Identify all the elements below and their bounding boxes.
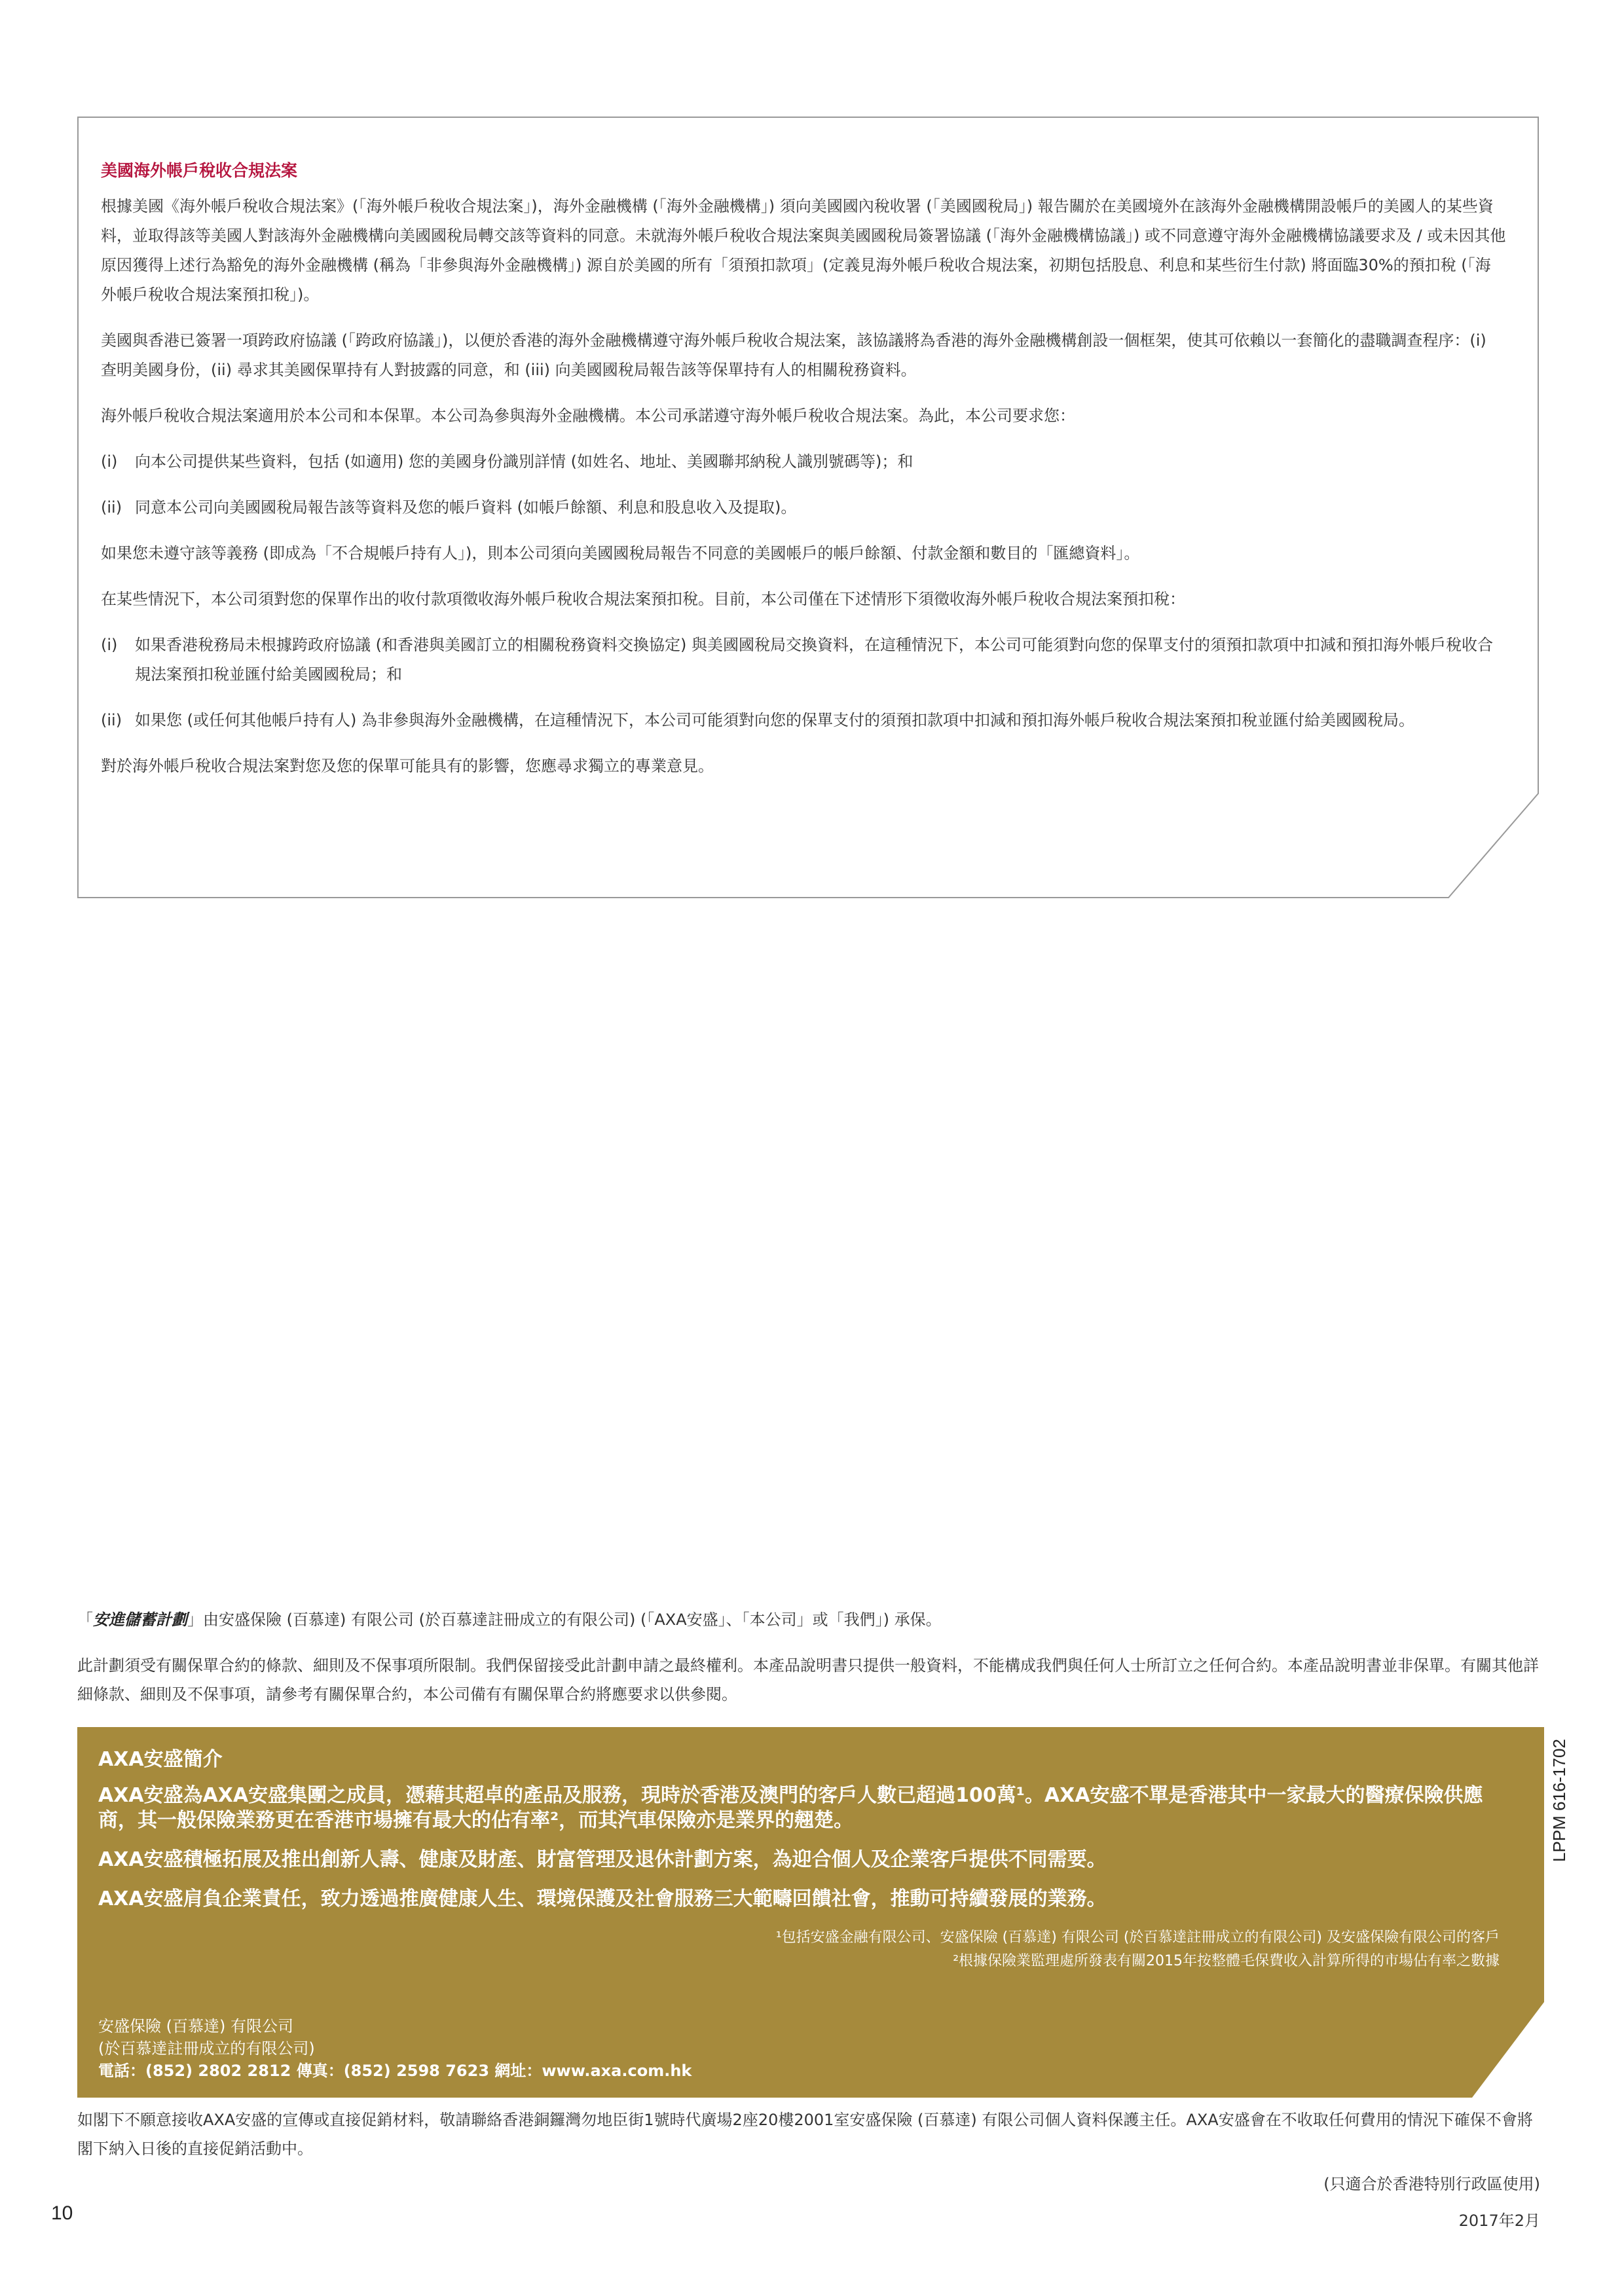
item-text: 如果香港稅務局未根據跨政府協議 (和香港與美國訂立的相關稅務資料交換協定) 與美國國稅局交換資料，在這種情況下，本公司可能須對向您的保單支付的須預扣款項中扣減和預扣海外帳戶稅收合規法案預扣稅並匯付給美國國稅局；和 (135, 636, 1493, 683)
item-text: 向本公司提供某些資料，包括 (如適用) 您的美國身份識別詳情 (如姓名、地址、美國聯邦納稅人識別號碼等)；和 (135, 452, 913, 471)
company-name: 安盛保險 (百慕達) 有限公司 (98, 2017, 293, 2035)
item-number: (ii) (101, 711, 122, 729)
requirement-item (101, 493, 1506, 522)
item-text: 如果您 (或任何其他帳戶持有人) 為非參與海外金融機構，在這種情況下，本公司可能須對向您的保單支付的須預扣款項中扣減和預扣海外帳戶稅收合規法案預扣稅並匯付給美國國稅局。 (135, 711, 1414, 729)
axa-title: AXA安盛簡介 (98, 1748, 223, 1771)
fatca-paragraph-2: 美國與香港已簽署一項跨政府協議 (「跨政府協議」)，以便於香港的海外金融機構遵守海外帳戶稅收合規法案，該協議將為香港的海外金融機構創設一個框架，使其可依賴以一套簡化的盡職調查程序：(i) 查明美國身份，(ii) 尋求其美國保單持有人對披露的同意，和 (iii) 向美國國稅局報告該等保單持有人的相關稅務資料。 (101, 331, 1486, 379)
item-text: 同意本公司向美國國稅局報告該等資料及您的帳戶資料 (如帳戶餘額、利息和股息收入及提取)。 (135, 498, 797, 517)
page-number: 10 (51, 2202, 73, 2224)
fatca-paragraph-6: 對於海外帳戶稅收合規法案對您及您的保單可能具有的影響，您應尋求獨立的專業意見。 (101, 757, 714, 775)
plan-name: 安進儲蓄計劃 (93, 1611, 187, 1629)
company-info (98, 2015, 692, 2082)
axa-paragraph-3: AXA安盛肩負企業責任，致力透過推廣健康人生、環境保護及社會服務三大範疇回饋社會，推動可持續發展的業務。 (98, 1887, 1107, 1910)
fatca-title: 美國海外帳戶稅收合規法案 (101, 161, 298, 180)
underwrite-text: 」由安盛保險 (百慕達) 有限公司 (於百慕達註冊成立的有限公司) (「AXA安盛」、「本公司」或「我們」) 承保。 (187, 1611, 942, 1629)
item-number: (ii) (101, 498, 122, 517)
marketing-opt-out: 如閣下不願意接收AXA安盛的宣傳或直接促銷材料，敬請聯絡香港銅鑼灣勿地臣街1號時代廣場2座20樓2001室安盛保險 (百慕達) 有限公司個人資料保護主任。AXA安盛會在不收取任何費用的情況下確保不會將閣下納入日後的直接促銷活動中。 (77, 2111, 1533, 2158)
axa-footnote-2: ²根據保險業監理處所發表有關2015年按整體毛保費收入計算所得的市場佔有率之數據 (953, 1953, 1500, 1969)
item-number: (i) (101, 636, 118, 654)
fatca-paragraph-1: 根據美國《海外帳戶稅收合規法案》(「海外帳戶稅收合規法案」)，海外金融機構 (「海外金融機構」) 須向美國國內稅收署 (「美國國稅局」) 報告關於在美國境外在該海外金融機構開設帳戶的美國人的某些資料，並取得該等美國人對該海外金融機構向美國國稅局轉交該等資料的同意。未就海外帳戶稅收合規法案與美國國稅局簽署協議 (「海外金融機構協議」) 或不同意遵守海外金融機構協議要求及 / 或未因其他原因獲得上述行為豁免的海外金融機構 (稱為「非參與海外金融機構」) 源自於美國的所有「須預扣款項」(定義見海外帳戶稅收合規法案，初期包括股息、利息和某些衍生付款) 將面臨30%的預扣稅 (「海外帳戶稅收合規法案預扣稅」)。 (101, 197, 1506, 304)
open-quote: 「 (77, 1611, 93, 1629)
axa-paragraph-2: AXA安盛積極拓展及推出創新人壽、健康及財產、財富管理及退休計劃方案，為迎合個人及企業客戶提供不同需要。 (98, 1848, 1107, 1871)
hk-only-note: (只適合於香港特別行政區使用) (1323, 2175, 1540, 2193)
company-contact: 電話：(852) 2802 2812 傳真：(852) 2598 7623 網址：www.axa.com.hk (98, 2062, 692, 2080)
case-item (101, 630, 1506, 689)
fatca-section (77, 117, 1539, 898)
document-code: LPPM 616-1702 (1549, 1739, 1569, 1862)
requirement-item (101, 447, 1506, 477)
axa-profile-section (77, 1727, 1544, 2098)
case-item (101, 706, 1506, 735)
underwriting-statement (77, 1607, 1544, 1633)
company-incorporation: (於百慕達註冊成立的有限公司) (98, 2039, 315, 2058)
axa-footnote-1: ¹包括安盛金融有限公司、安盛保險 (百慕達) 有限公司 (於百慕達註冊成立的有限公司) 及安盛保險有限公司的客戶 (775, 1929, 1500, 1946)
fatca-paragraph-3: 海外帳戶稅收合規法案適用於本公司和本保單。本公司為參與海外金融機構。本公司承諾遵守海外帳戶稅收合規法案。為此，本公司要求您： (101, 407, 1075, 425)
fatca-paragraph-5: 在某些情況下，本公司須對您的保單作出的收付款項徵收海外帳戶稅收合規法案預扣稅。目前，本公司僅在下述情形下須徵收海外帳戶稅收合規法案預扣稅： (101, 590, 1185, 608)
axa-paragraph-1: AXA安盛為AXA安盛集團之成員，憑藉其超卓的產品及服務，現時於香港及澳門的客戶人數已超過100萬¹。AXA安盛不單是香港其中一家最大的醫療保險供應商，其一般保險業務更在香港市場擁有最大的佔有率²，而其汽車保險亦是業界的翹楚。 (98, 1784, 1483, 1832)
item-number: (i) (101, 452, 118, 471)
fatca-paragraph-4: 如果您未遵守該等義務 (即成為「不合規帳戶持有人」)，則本公司須向美國國稅局報告不同意的美國帳戶的帳戶餘額、付款金額和數目的「匯總資料」。 (101, 544, 1140, 562)
terms-disclaimer: 此計劃須受有關保單合約的條款、細則及不保事項所限制。我們保留接受此計劃申請之最終權利。本產品說明書只提供一般資料，不能構成我們與任何人士所訂立之任何合約。本產品說明書並非保單。有關其他詳細條款、細則及不保事項，請參考有關保單合約，本公司備有有關保單合約將應要求以供參閱。 (77, 1656, 1539, 1704)
issue-date: 2017年2月 (1458, 2212, 1540, 2230)
